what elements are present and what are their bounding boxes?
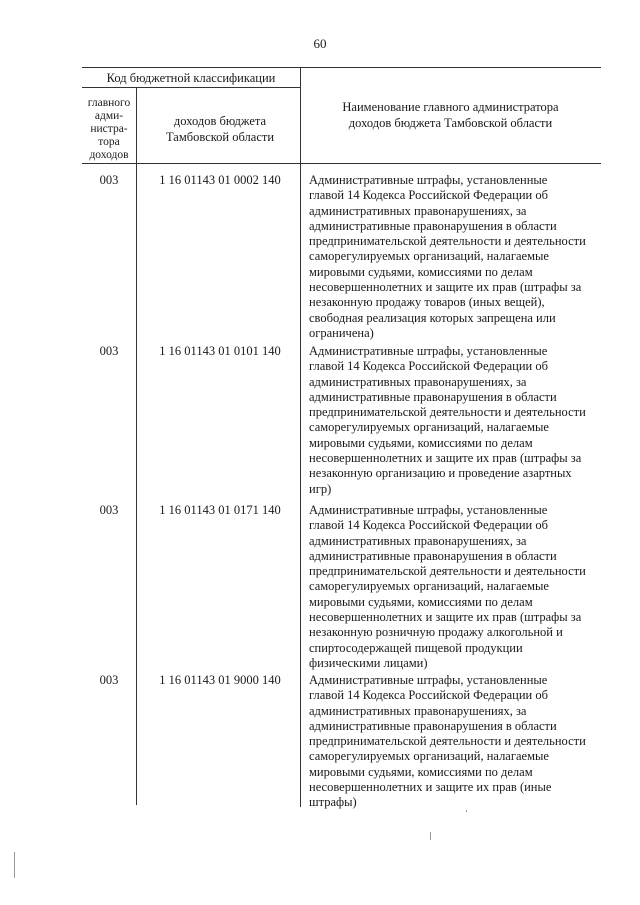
description-line: ограничена) xyxy=(309,325,374,340)
description-cell xyxy=(309,503,601,671)
description-line: административные правонарушения в области xyxy=(309,718,557,733)
header-income-column xyxy=(140,113,300,145)
description-line: предпринимательской деятельности и деятельности xyxy=(309,734,586,749)
header-income-line: Тамбовской области xyxy=(165,130,275,144)
description-line: Административные штрафы, установленные xyxy=(309,173,548,187)
description-line: спиртосодержащей пищевой продукции xyxy=(309,640,523,655)
description-line: штрафы) xyxy=(309,795,357,810)
scan-speck xyxy=(14,852,15,878)
description-line: мировыми судьями, комиссиями по делам xyxy=(309,264,533,279)
description-line: незаконную организацию и проведение азартных xyxy=(309,466,572,481)
description-line: мировыми судьями, комиссиями по делам xyxy=(309,594,533,609)
admin-code-cell: 003 xyxy=(99,503,119,517)
description-line: административные правонарушения в области xyxy=(309,548,557,563)
description-line: саморегулируемых организаций, налагаемые xyxy=(309,579,549,594)
description-line: Административные штрафы, установленные xyxy=(309,344,548,358)
header-admin-line: адми- xyxy=(94,110,124,122)
description-line: физическими лицами) xyxy=(309,655,428,670)
description-line: несовершеннолетних и защите их прав (иные xyxy=(309,780,552,795)
income-code-cell: 1 16 01143 01 0101 140 xyxy=(159,344,281,358)
description-line: Административные штрафы, установленные xyxy=(309,673,548,687)
description-line: предпринимательской деятельности и деятельности xyxy=(309,405,586,420)
income-code-cell: 1 16 01143 01 0002 140 xyxy=(159,173,281,187)
scan-speck xyxy=(466,810,467,812)
description-line: несовершеннолетних и защите их прав (штрафы за xyxy=(309,280,582,295)
header-name-line: Наименование главного администратора xyxy=(342,100,559,114)
description-line: несовершеннолетних и защите их прав (штрафы за xyxy=(309,451,582,466)
income-code-cell: 1 16 01143 01 0171 140 xyxy=(159,503,281,517)
admin-code-cell: 003 xyxy=(99,344,119,358)
description-line: административных правонарушениях, за xyxy=(309,703,527,718)
header-admin-column xyxy=(82,97,136,162)
description-line: саморегулируемых организаций, налагаемые xyxy=(309,420,549,435)
header-name-line: доходов бюджета Тамбовской области xyxy=(348,116,553,130)
description-line: свободная реализация которых запрещена или xyxy=(309,310,556,325)
column-divider-admin xyxy=(136,87,137,805)
description-line: административных правонарушениях, за xyxy=(309,203,527,218)
description-line: административные правонарушения в области xyxy=(309,389,557,404)
header-name-column xyxy=(300,99,601,131)
column-divider-name xyxy=(300,67,301,807)
description-line: административных правонарушениях, за xyxy=(309,374,527,389)
admin-code-cell: 003 xyxy=(99,173,119,187)
group-header-divider xyxy=(82,87,300,88)
header-admin-line: тора xyxy=(98,136,120,148)
header-income-line: доходов бюджета xyxy=(173,114,267,128)
header-admin-line: главного xyxy=(87,97,131,109)
description-cell xyxy=(309,173,601,341)
description-line: административных правонарушениях, за xyxy=(309,533,527,548)
description-line: главой 14 Кодекса Российской Федерации об xyxy=(309,688,548,703)
description-line: главой 14 Кодекса Российской Федерации об xyxy=(309,518,548,533)
description-cell xyxy=(309,344,601,497)
description-line: главой 14 Кодекса Российской Федерации об xyxy=(309,359,548,374)
description-line: Административные штрафы, установленные xyxy=(309,503,548,517)
description-line: незаконную розничную продажу алкогольной и xyxy=(309,625,563,640)
description-cell xyxy=(309,673,601,811)
header-bottom-border xyxy=(82,163,601,164)
description-line: незаконную продажу товаров (иных вещей), xyxy=(309,295,545,310)
description-line: предпринимательской деятельности и деятельности xyxy=(309,564,586,579)
description-line: саморегулируемых организаций, налагаемые xyxy=(309,749,549,764)
header-admin-line: нистра- xyxy=(90,123,128,135)
income-code-cell: 1 16 01143 01 9000 140 xyxy=(159,673,281,687)
description-line: мировыми судьями, комиссиями по делам xyxy=(309,764,533,779)
header-group-title: Код бюджетной классификации xyxy=(106,71,276,85)
description-line: мировыми судьями, комиссиями по делам xyxy=(309,435,533,450)
page-number: 60 xyxy=(313,36,327,51)
admin-code-cell: 003 xyxy=(99,673,119,687)
scan-speck xyxy=(430,832,431,840)
description-line: предпринимательской деятельности и деятельности xyxy=(309,234,586,249)
description-line: административные правонарушения в области xyxy=(309,218,557,233)
description-line: игр) xyxy=(309,481,332,496)
description-line: саморегулируемых организаций, налагаемые xyxy=(309,249,549,264)
description-line: главой 14 Кодекса Российской Федерации об xyxy=(309,188,548,203)
table-top-border xyxy=(82,67,601,68)
description-line: несовершеннолетних и защите их прав (штрафы за xyxy=(309,610,582,625)
header-admin-line: доходов xyxy=(89,149,129,161)
